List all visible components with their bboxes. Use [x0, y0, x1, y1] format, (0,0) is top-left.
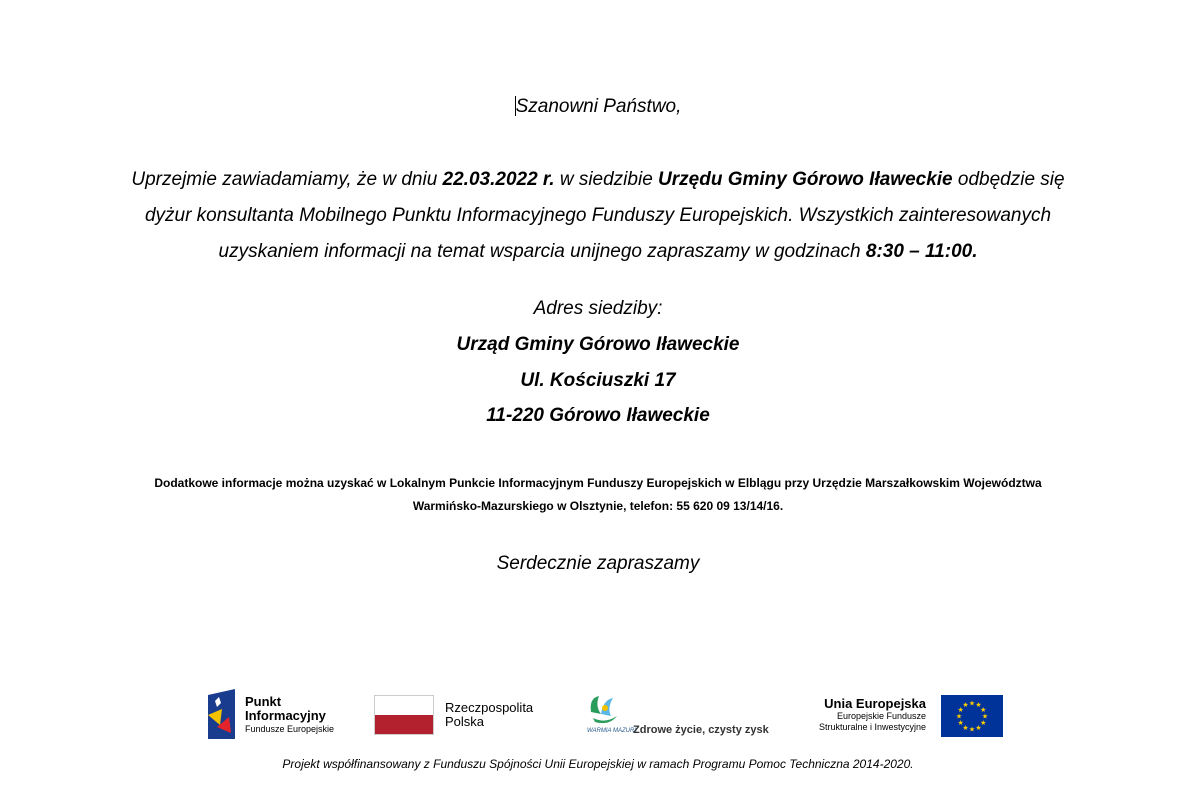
meeting-date: 22.03.2022 r. [442, 169, 555, 190]
eu-star-icon: ★ [955, 713, 963, 721]
wm-slogan: Zdrowe życie, czysty zysk [633, 724, 769, 736]
paragraph-line-1 [0, 162, 1196, 198]
office-name: Urzędu Gminy Górowo Iławeckie [658, 169, 953, 190]
address-line-2: Ul. Kościuszki 17 [520, 370, 676, 391]
meeting-hours: 8:30 – 11:00. [865, 241, 978, 262]
info-line-2: Warmińsko-Mazurskiego w Olsztynie, telefon: 55 620 09 13/14/16. [412, 499, 784, 513]
eu-star-icon: ★ [975, 724, 982, 732]
address-line-1: Urząd Gminy Górowo Iławeckie [456, 334, 740, 355]
para-text: Uprzejmie zawiadamiamy, że w dniu [131, 169, 443, 190]
rp-line1: Rzeczpospolita [445, 700, 534, 715]
greeting-text: Szanowni Państwo, [515, 96, 682, 117]
info-line-1: Dodatkowe informacje można uzyskać w Lokalnym Punkcie Informacyjnym Funduszy Europejskich w Elblągu przy Urzędzie Marszałkowskim Województwa [154, 476, 1042, 490]
pife-line2: Informacyjny [245, 708, 326, 723]
eu-star-icon: ★ [968, 700, 976, 708]
eu-flag-icon [941, 695, 1003, 737]
eu-star-icon: ★ [968, 726, 976, 734]
greeting [0, 96, 1196, 118]
logo-rzeczpospolita-polska [374, 695, 554, 737]
eu-star-icon: ★ [980, 707, 987, 714]
eu-star-icon: ★ [981, 713, 989, 721]
warmia-mazury-icon [585, 692, 639, 740]
logo-punkt-informacyjny [205, 687, 355, 742]
address-label: Adres siedziby: [533, 298, 663, 319]
eu-star-icon: ★ [962, 724, 969, 732]
paragraph-line-3 [0, 234, 1196, 270]
ue-line3: Strukturalne i Inwestycyjne [818, 722, 926, 732]
eu-star-icon: ★ [980, 720, 987, 727]
closing: Serdecznie zapraszamy [496, 553, 700, 574]
pife-line1: Punkt [245, 694, 282, 709]
para-text: uzyskaniem informacji na temat wsparcia unijnego zapraszamy w godzinach [218, 241, 866, 262]
address-line-3: 11-220 Górowo Iławeckie [486, 405, 710, 426]
rp-line2: Polska [445, 714, 485, 729]
logo-unia-europejska [808, 693, 1003, 739]
eu-star-icon: ★ [962, 702, 969, 710]
eu-star-icon: ★ [975, 702, 982, 710]
para-text: w siedzibie [554, 169, 659, 190]
eu-star-icon: ★ [957, 707, 964, 714]
ue-line2: Europejskie Fundusze [836, 711, 926, 721]
pife-line3: Fundusze Europejskie [245, 724, 335, 734]
eu-star-icon: ★ [957, 720, 964, 727]
polish-flag-icon [374, 695, 434, 735]
footer-note: Projekt współfinansowany z Funduszu Spójności Unii Europejskiej w ramach Programu Pomoc Techniczna 2014-2020. [282, 757, 914, 771]
para-text: odbędzie się [952, 169, 1065, 190]
fe-star-icon [205, 687, 239, 742]
ue-line1: Unia Europejska [824, 696, 926, 711]
wm-badge: WARMIA MAZURY [587, 728, 639, 734]
paragraph-line-2: dyżur konsultanta Mobilnego Punktu Informacyjnego Funduszy Europejskich. Wszystkich zainteresowanych [144, 205, 1052, 226]
logo-warmia-mazury [585, 692, 785, 740]
